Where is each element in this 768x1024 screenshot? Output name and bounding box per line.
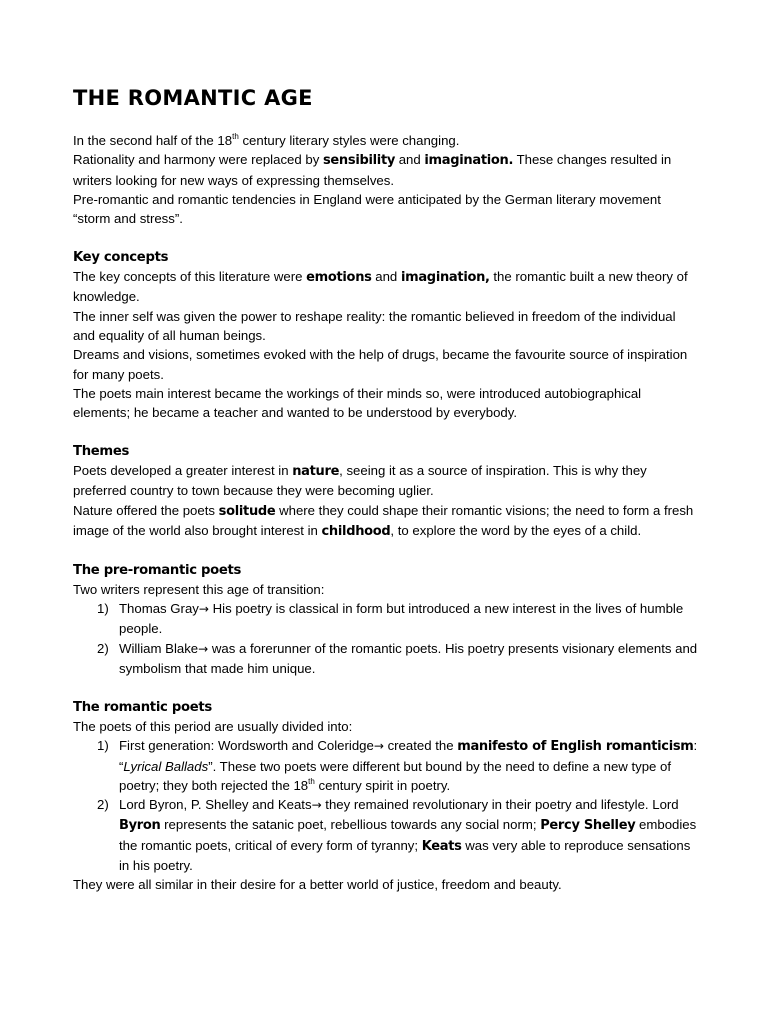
document-body	[73, 131, 698, 895]
bold-term: Percy Shelley	[540, 818, 636, 834]
poet-name: William Blake	[119, 640, 199, 656]
list-number: 2)	[97, 640, 109, 656]
poet-name: Lord Byron, P. Shelley and Keats	[119, 797, 312, 813]
text-run: His poetry is classical in form but introduced a new interest in the lives of humble people.	[119, 601, 684, 637]
text-run: century spirit in poetry.	[314, 777, 451, 793]
closing-paragraph: They were all similar in their desire for a better world of justice, freedom and beauty.	[73, 877, 562, 893]
arrow-icon: →	[198, 641, 209, 656]
text-run: These changes resulted in writers looking for new ways of expressing themselves.	[73, 152, 672, 188]
intro-paragraph-2	[73, 150, 698, 190]
bold-term: nature	[292, 464, 340, 480]
text-run: was a forerunner of the romantic poets. His poetry presents visionary elements and symbolism that made him unique.	[119, 640, 698, 677]
bold-term: emotions	[306, 270, 372, 286]
text-run: and	[395, 152, 425, 168]
romantic-intro: The poets of this period are usually divided into:	[73, 718, 353, 734]
list-item	[73, 795, 698, 875]
page-title: THE ROMANTIC AGE	[73, 86, 313, 110]
text-run: Rationality and harmony were replaced by	[73, 152, 323, 168]
paragraph-gap	[73, 422, 698, 441]
list-number: 1)	[97, 601, 109, 617]
bold-term: childhood	[321, 523, 391, 539]
bold-term: Keats	[421, 838, 462, 854]
text-run: represents the satanic poet, rebellious towards any social norm;	[160, 817, 541, 833]
section-heading-pre-romantic-poets: The pre-romantic poets	[73, 562, 242, 578]
poet-name: Thomas Gray	[119, 601, 199, 617]
key-concepts-paragraph-1	[73, 267, 698, 307]
text-run: was very able to reproduce sensations in his poetry.	[119, 837, 691, 873]
arrow-icon: →	[373, 739, 384, 754]
pre-romantic-list	[73, 599, 698, 678]
section-heading-romantic-poets: The romantic poets	[73, 699, 212, 715]
superscript: th	[232, 132, 239, 141]
list-item	[73, 736, 698, 795]
text-run: The key concepts of this literature were	[73, 269, 307, 285]
superscript: th	[308, 776, 315, 786]
list-number: 1)	[97, 738, 109, 754]
section-heading-key-concepts: Key concepts	[73, 249, 169, 265]
romantic-list	[73, 736, 698, 875]
bold-term: Byron	[119, 818, 161, 834]
arrow-icon: →	[198, 602, 209, 617]
pre-romantic-intro: Two writers represent this age of transition:	[73, 581, 325, 597]
text-run: embodies the romantic poets, critical of every form of tyranny;	[119, 817, 697, 853]
text-run: where they could shape their romantic visions; the need to form a fresh image of the world also brought interest in	[73, 502, 694, 538]
text-run: and	[371, 269, 401, 285]
key-concepts-paragraph-4: The poets main interest became the workings of their minds so, were introduced autobiographical elements; he became a teacher and wanted to be understood by everybody.	[73, 385, 642, 421]
list-number: 2)	[97, 797, 109, 813]
text-run: Poets developed a greater interest in	[73, 463, 293, 479]
paragraph-gap	[73, 228, 698, 247]
text-run: century literary styles were changing.	[238, 133, 460, 148]
bold-term: sensibility	[322, 153, 396, 169]
themes-paragraph-1	[73, 461, 698, 501]
paragraph-gap	[73, 678, 698, 697]
list-item	[73, 599, 698, 639]
key-concepts-paragraph-3: Dreams and visions, sometimes evoked with the help of drugs, became the favourite source of inspiration for many poets.	[73, 347, 688, 382]
text-run: ”. These two poets were different but bound by the need to define a new type of poetry; they both rejected the 18	[119, 758, 672, 793]
paragraph-gap	[73, 541, 698, 560]
list-item	[73, 639, 698, 679]
intro-paragraph-1	[73, 131, 698, 150]
intro-paragraph-3: Pre-romantic and romantic tendencies in England were anticipated by the German literary movement “storm and stress”.	[73, 191, 661, 227]
bold-term: imagination,	[400, 270, 490, 286]
bold-term: imagination.	[424, 153, 514, 169]
italic-title: Lyrical Ballads	[123, 758, 209, 774]
arrow-icon: →	[311, 798, 322, 813]
text-run: created the	[383, 738, 458, 754]
section-heading-themes: Themes	[73, 443, 130, 459]
text-run: , to explore the word by the eyes of a child.	[390, 522, 642, 538]
key-concepts-paragraph-2: The inner self was given the power to reshape reality: the romantic believed in freedom of the individual and equality of all human beings.	[73, 308, 676, 343]
text-run: they remained revolutionary in their poetry and lifestyle. Lord	[321, 797, 679, 813]
poet-name: First generation: Wordsworth and Coleridge	[119, 738, 374, 754]
themes-paragraph-2	[73, 501, 698, 542]
text-run: In the second half of the 18	[73, 133, 233, 148]
bold-term: manifesto of English romanticism	[457, 739, 694, 755]
text-run: the romantic built a new theory of knowledge.	[73, 269, 688, 305]
text-run: Nature offered the poets	[73, 502, 219, 518]
text-run: , seeing it as a source of inspiration. This is why they preferred country to town because they were becoming uglier.	[73, 463, 647, 499]
text-run: : “	[119, 738, 698, 774]
bold-term: solitude	[218, 503, 276, 519]
